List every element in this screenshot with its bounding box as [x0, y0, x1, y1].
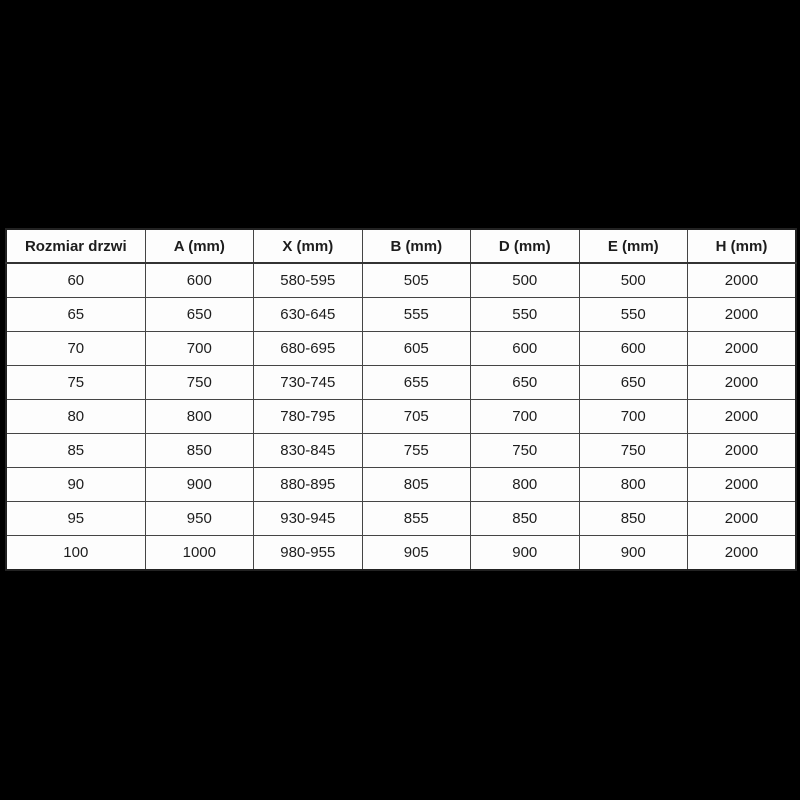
column-header-3: B (mm)	[362, 229, 470, 263]
table-cell: 2000	[687, 263, 796, 298]
table-cell: 905	[362, 536, 470, 571]
table-cell: 700	[471, 400, 579, 434]
table-cell: 900	[145, 468, 253, 502]
table-cell: 900	[579, 536, 687, 571]
table-cell: 2000	[687, 366, 796, 400]
table-cell: 75	[6, 366, 145, 400]
column-header-0: Rozmiar drzwi	[6, 229, 145, 263]
door-size-spec-table	[5, 228, 797, 571]
spec-table-container	[5, 228, 797, 571]
table-cell: 650	[579, 366, 687, 400]
table-row	[6, 366, 796, 400]
table-cell: 60	[6, 263, 145, 298]
table-cell: 2000	[687, 468, 796, 502]
table-row	[6, 536, 796, 571]
column-header-1: A (mm)	[145, 229, 253, 263]
table-cell: 755	[362, 434, 470, 468]
table-row	[6, 263, 796, 298]
table-cell: 2000	[687, 400, 796, 434]
table-cell: 800	[471, 468, 579, 502]
table-cell: 805	[362, 468, 470, 502]
table-cell: 850	[145, 434, 253, 468]
table-cell: 100	[6, 536, 145, 571]
column-header-5: E (mm)	[579, 229, 687, 263]
table-cell: 930-945	[254, 502, 362, 536]
table-body	[6, 263, 796, 570]
table-cell: 505	[362, 263, 470, 298]
table-cell: 780-795	[254, 400, 362, 434]
table-cell: 555	[362, 298, 470, 332]
column-header-4: D (mm)	[471, 229, 579, 263]
table-row	[6, 468, 796, 502]
table-cell: 700	[579, 400, 687, 434]
table-cell: 550	[579, 298, 687, 332]
header-row	[6, 229, 796, 263]
table-cell: 705	[362, 400, 470, 434]
table-cell: 70	[6, 332, 145, 366]
table-cell: 850	[471, 502, 579, 536]
table-cell: 95	[6, 502, 145, 536]
table-cell: 730-745	[254, 366, 362, 400]
table-cell: 80	[6, 400, 145, 434]
table-cell: 2000	[687, 434, 796, 468]
table-row	[6, 502, 796, 536]
table-cell: 580-595	[254, 263, 362, 298]
table-cell: 1000	[145, 536, 253, 571]
table-row	[6, 400, 796, 434]
table-cell: 980-955	[254, 536, 362, 571]
table-cell: 750	[471, 434, 579, 468]
table-cell: 2000	[687, 536, 796, 571]
table-cell: 500	[471, 263, 579, 298]
table-cell: 2000	[687, 332, 796, 366]
table-cell: 605	[362, 332, 470, 366]
table-cell: 600	[145, 263, 253, 298]
table-cell: 2000	[687, 298, 796, 332]
table-cell: 700	[145, 332, 253, 366]
table-row	[6, 298, 796, 332]
table-cell: 650	[145, 298, 253, 332]
table-cell: 880-895	[254, 468, 362, 502]
table-cell: 65	[6, 298, 145, 332]
table-row	[6, 332, 796, 366]
table-cell: 600	[579, 332, 687, 366]
table-cell: 800	[145, 400, 253, 434]
table-cell: 2000	[687, 502, 796, 536]
table-cell: 90	[6, 468, 145, 502]
column-header-6: H (mm)	[687, 229, 796, 263]
table-cell: 950	[145, 502, 253, 536]
column-header-2: X (mm)	[254, 229, 362, 263]
table-cell: 85	[6, 434, 145, 468]
table-cell: 630-645	[254, 298, 362, 332]
table-cell: 600	[471, 332, 579, 366]
table-cell: 680-695	[254, 332, 362, 366]
table-cell: 750	[579, 434, 687, 468]
table-cell: 650	[471, 366, 579, 400]
table-cell: 900	[471, 536, 579, 571]
table-cell: 500	[579, 263, 687, 298]
table-cell: 800	[579, 468, 687, 502]
table-cell: 655	[362, 366, 470, 400]
table-header	[6, 229, 796, 263]
table-row	[6, 434, 796, 468]
table-cell: 855	[362, 502, 470, 536]
table-cell: 750	[145, 366, 253, 400]
table-cell: 830-845	[254, 434, 362, 468]
table-cell: 550	[471, 298, 579, 332]
table-cell: 850	[579, 502, 687, 536]
